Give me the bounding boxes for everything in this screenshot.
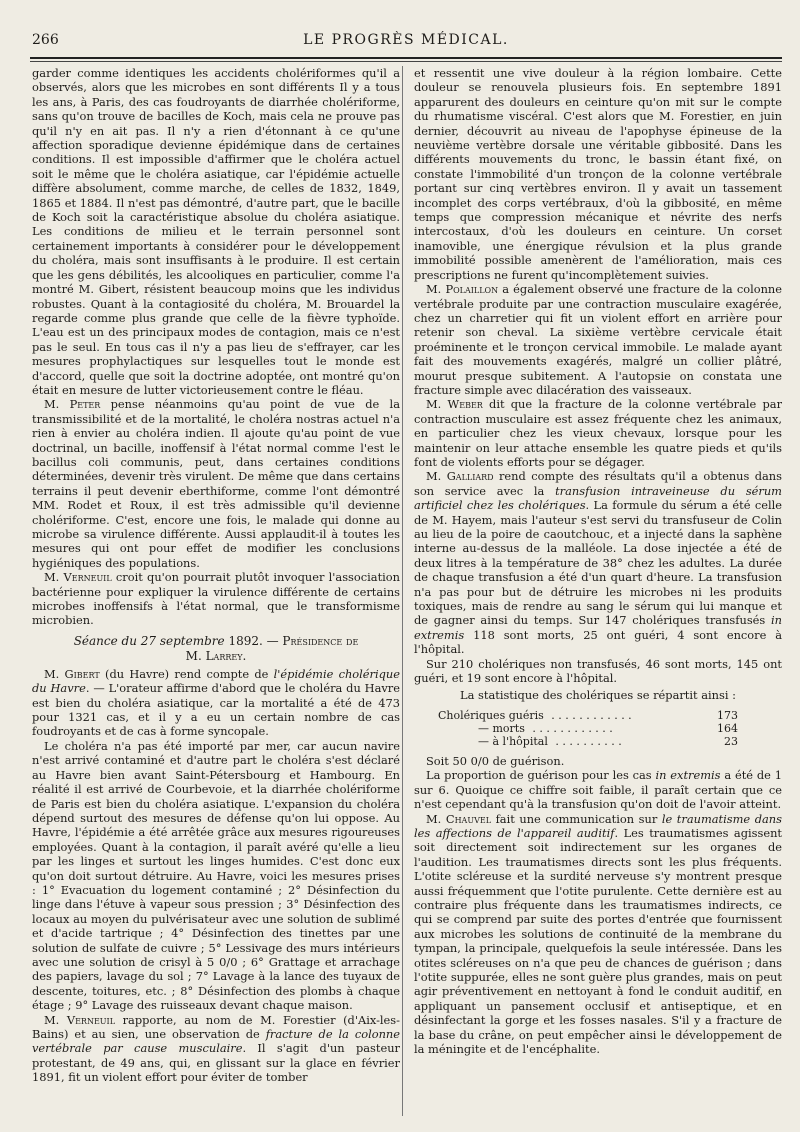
stat-label: Cholériques guéris . . . . . . . . . . . . (438, 708, 632, 722)
paragraph: garder comme identiques les accidents cholériformes qu'il a observés, alors que les microbes en sont différents Il y a tous les ans, à Paris, des cas foudroyants de diarrhée cholériforme, sans qu'on trouve de bacilles de Koch, mais cela ne prouve pas qu'il n'y en ait pas. Il n'y a rien d'étonnant à ce qu'une affection sporadique devienne épidémique dans de certaines conditions. Il est impossible d'affirmer que le choléra actuel soit le même que le choléra asiatique, car l'épidémie actuelle diffère absolument, comme marche, de celles de 1832, 1849, 1865 et 1884. Il n'est pas démontré, d'autre part, que le bacille de Koch soit la caractéristique absolue du choléra asiatique. Les conditions de milieu et le terrain personnel sont certainement importants à considérer pour le développement du choléra, mais sont insuffisants à le produire. Il est certain que les gens débilités, les alcooliques en particulier, comme l'a montré M. Gibert, résistent beaucoup moins que les individus robustes. Quant à la contagiosité du choléra, M. Brouardel la regarde comme plus grande que celle de la fièvre typhoïde. L'eau est un des principaux modes de contagion, mais ce n'est pas le seul. En tous cas il n'y a pas lieu de s'effrayer, car les mesures prophylactiques sur lesquelles tout le monde est d'accord, quelle que soit la doctrine adoptée, ont montré qu'on était en mesure de lutter victorieusement contre le fléau. (32, 66, 400, 397)
page-number: 266 (32, 32, 59, 48)
table-row (438, 722, 738, 735)
header-rule-thin (30, 61, 782, 62)
speaker-name: Polaillon (445, 282, 499, 297)
paragraph: La proportion de guérison pour les cas in extremis a été de 1 sur 6. Quoique ce chiffre soit faible, il paraît certain que ce n'est cependant qu'à la transfusion qu'on doit de l'avoir atteint. (414, 768, 782, 812)
paragraph: M. Chauvel fait une communication sur le traumatisme dans les affections de l'appareil auditif. Les traumatismes agissent soit directement soit indirectement sur les organes de l'audition. Les traumatismes directs sont les plus fréquents. L'otite scléreuse et la surdité nerveuse s'y montrent presque aussi fréquemment que l'otite purulente. Cette dernière est au contraire plus fréquente dans les traumatismes indirects, ce qui se comprend par suite des portes d'entrée que fournissent aux microbes les solutions de continuité de la membrane du tympan, la principale, quelquefois la seule intéressée. Dans les otites scléreuses on n'a que peu de chances de guérison ; dans l'otite suppurée, elles ne sont guère plus grandes, mais on peut agir préventivement en nettoyant à fond le conduit auditif, en appliquant un pansement occlusif et antiseptique, et en désinfectant la gorge et les fosses nasales. S'il y a fracture de la base du crâne, on peut empêcher ainsi le développement de la méningite et de l'encéphalite. (414, 811, 782, 1056)
stat-value: 173 (717, 708, 738, 722)
paragraph: M. Galliard rend compte des résultats qu'il a obtenus dans son service avec la transfusion intraveineuse du sérum artificiel chez les cholériques. La formule du sérum a été celle de M. Hayem, mais l'auteur s'est servi du transfuseur de Colin au lieu de la poire de caoutchouc, et a injecté dans la saphène interne au-dessus de la malléole. La dose injectée a été de deux litres à la température de 38° chez les adultes. La durée de chaque transfusion a été d'un quart d'heure. La transfusion n'a pas pour but de détruire les microbes ni les produits toxiques, mais de rendre au sang le sérum qui lui manque et de gagner ainsi du temps. Sur 147 cholériques transfusés in extremis 118 sont morts, 25 ont guéri, 4 sont encore à l'hôpital. (414, 469, 782, 657)
paragraph: Soit 50 0/0 de guérison. (426, 753, 565, 768)
table-row (438, 709, 738, 722)
stat-label: — à l'hôpital . . . . . . . . . . (478, 734, 622, 748)
paragraph: et ressentit une vive douleur à la région lombaire. Cette douleur se renouvela plusieurs fois. En septembre 1891 apparurent des douleurs en ceinture qu'on mit sur le compte du rhumatisme viscéral. C'est alors que M. Forestier, en juin dernier, découvrit au niveau de l'apophyse épineuse de la neuvième vertèbre dorsale une véritable gibbosité. Dans les différents mouvements du tronc, le bassin étant fixé, on constate l'immobilité d'un tronçon de la colonne vertébrale portant sur cinq vertèbres environ. Il y avait un tassement incomplet des corps vertébraux, d'où la gibbosité, en même temps que compression mécanique et névrite des nerfs intercostaux, d'où les douleurs en ceinture. Un corset inamovible, une énergique révulsion et la plus grande immobilité possible amenèrent de l'amélioration, mais ces prescriptions ne furent qu'incomplètement suivies. (414, 66, 782, 282)
paragraph: Le choléra n'a pas été importé par mer, car aucun navire n'est arrivé contaminé et d'autre part le choléra s'est déclaré au Havre bien avant Saint-Pétersbourg et Hambourg. En réalité il est arrivé de Courbevoie, et la diarrhée cholériforme de Paris est bien du choléra asiatique. L'expansion du choléra dépend surtout des mesures de défense qu'on lui oppose. Au Havre, l'épidémie a été arrêtée grâce aux mesures rigoureuses employées. Quant à la contagion, il paraît avéré qu'elle a lieu par les linges et surtout les linges humides. C'est donc eux qu'on doit surtout détruire. Au Havre, voici les mesures prises : 1° Evacuation du logement contaminé ; 2° Désinfection du linge dans l'étuve à vapeur sous pression ; 3° Désinfection des locaux au moyen du pulvérisateur avec une solution de sublimé et d'acide tartrique ; 4° Désinfection des tinettes par une solution de sulfate de cuivre ; 5° Lessivage des murs intérieurs avec une solution de crisyl à 5 0/0 ; 6° Grattage et arrachage des papiers, lavage du sol ; 7° Lavage à la lance des tuyaux de descente, toitures, etc. ; 8° Désinfection des plombs à chaque étage ; 9° Lavage des ruisseaux devant chaque maison. (32, 738, 400, 1013)
speaker-name: Verneuil (63, 570, 112, 585)
left-column (32, 66, 400, 1116)
speaker-name: Verneuil (66, 1012, 116, 1027)
table-row (438, 735, 738, 748)
speaker-name: Peter (69, 397, 101, 412)
page-header (30, 30, 782, 52)
paragraph: Sur 210 cholériques non transfusés, 46 sont morts, 145 ont guéri, et 19 sont encore à l'hôpital. (414, 656, 782, 686)
right-column (414, 66, 782, 1116)
session-heading: Séance du 27 septembre 1892. — Présidence de M. Larrey. (73, 633, 359, 663)
paragraph: M. Verneuil rapporte, au nom de M. Forestier (d'Aix-les-Bains) et au sien, une observation de fracture de la colonne vertébrale par cause musculaire. Il s'agit d'un pasteur protestant, de 49 ans, qui, en glissant sur la glace en février 1891, fit un violent effort pour éviter de tomber (32, 1012, 400, 1085)
stat-value: 23 (724, 734, 738, 748)
statistics-table (438, 709, 738, 748)
paragraph: M. Polaillon a également observé une fracture de la colonne vertébrale produite par une contraction musculaire exagérée, chez un charretier qui fit un violent effort en arrière pour retenir son cheval. La sixième vertèbre cervicale était proéminente et le tronçon cervical immobile. Le malade ayant fait des mouvements exagérés, malgré un collier plâtré, mourut presque subitement. A l'autopsie on constata une fracture simple avec dilacération des vaisseaux. (414, 282, 782, 397)
statistics-title: La statistique des cholériques se répartit ainsi : (460, 688, 736, 703)
column-divider (402, 66, 403, 1116)
stat-label: — morts . . . . . . . . . . . . (478, 721, 613, 735)
paragraph: M. Weber dit que la fracture de la colonne vertébrale par contraction musculaire est assez fréquente chez les animaux, en particulier chez les vieux chevaux, lorsque pour les maintenir on leur attache ensemble les quatre pieds et qu'ils font de violents efforts pour se dégager. (414, 397, 782, 469)
speaker-name: Gibert (64, 666, 100, 681)
paragraph: M. Verneuil croit qu'on pourrait plutôt invoquer l'association bactérienne pour expliquer la virulence différente de certains microbes inoffensifs à l'état normal, que le transformisme microbien. (32, 570, 400, 628)
paragraph: M. Gibert (du Havre) rend compte de l'épidémie cholérique du Havre. — L'orateur affirme d'abord que le choléra du Havre est bien du choléra asiatique, car la mortalité a été de 473 pour 1321 cas, et il y a eu un certain nombre de cas foudroyants et de cas à forme syncopale. (32, 666, 400, 739)
speaker-name: Weber (447, 397, 483, 412)
speaker-name: Galliard (446, 469, 494, 484)
stat-value: 164 (717, 721, 738, 735)
paragraph: M. Peter pense néanmoins qu'au point de vue de la transmissibilité et de la mortalité, le choléra nostras actuel n'a rien à envier au choléra indien. Il ajoute qu'au point de vue doctrinal, un bacille, inoffensif à l'état normal comme l'est le bacillus coli communis, peut, dans certaines conditions déterminées, devenir très virulent. De même que dans certains terrains il peut devenir eberthiforme, comme l'ont démontré MM. Rodet et Roux, il est très admissible qu'il devienne cholériforme. C'est, encore une fois, le malade qui donne au microbe sa virulence différente. Aussi applaudit-il à toutes les mesures qui ont pour effet de modifier les conclusions hygiéniques des populations. (32, 397, 400, 570)
journal-title: LE PROGRÈS MÉDICAL. (303, 32, 509, 48)
header-rule-thick (30, 57, 782, 59)
speaker-name: Chauvel (445, 811, 492, 826)
